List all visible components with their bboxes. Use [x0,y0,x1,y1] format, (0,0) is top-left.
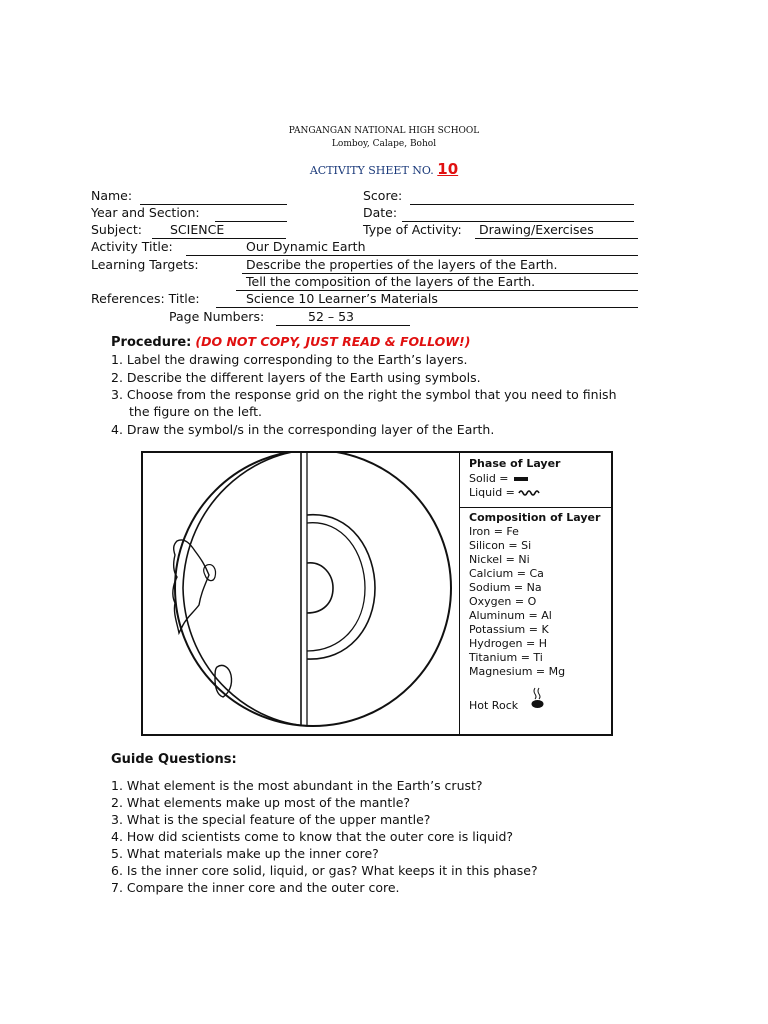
learning-target-1-field[interactable] [242,259,638,274]
guide-question: 7. Compare the inner core and the outer core. [111,880,400,895]
crust-cut-edge [183,453,313,726]
learning-target-2-field[interactable] [236,276,638,291]
inner-core-boundary [307,563,333,613]
response-grid [459,453,611,734]
outer-core-boundary-inner [307,523,365,651]
earth-cross-section-drawing [143,453,459,734]
year-section-field[interactable] [215,207,287,222]
activity-sheet-label: ACTIVITY SHEET NO. [309,164,434,177]
activity-sheet-number: 10 [437,160,459,178]
earth-crust-outline [175,453,451,726]
page-numbers-value: 52 – 53 [308,309,355,324]
activity-type-field[interactable] [475,224,638,239]
procedure-step: 2. Describe the different layers of the Earth using symbols. [111,370,481,385]
subject-label: Subject: [91,222,142,237]
composition-title: Composition of Layer [469,511,601,524]
element-item: Sodium = Na [469,581,542,594]
liquid-label: Liquid = [469,486,515,499]
learning-target-2: Tell the composition of the layers of the Earth. [246,274,536,289]
element-item: Hydrogen = H [469,637,547,650]
score-field[interactable] [410,190,634,205]
liquid-symbol-row [469,486,540,499]
activity-title-value: Our Dynamic Earth [246,239,366,254]
subject-value: SCIENCE [170,222,225,237]
name-label: Name: [91,188,133,203]
references-field[interactable] [216,293,638,308]
activity-sheet-heading [0,160,768,178]
procedure-step: 3. Choose from the response grid on the right the symbol that you need to finish [111,387,617,402]
activity-type-label: Type of Activity: [363,222,462,237]
phase-title: Phase of Layer [469,457,561,470]
procedure-warning: (DO NOT COPY, JUST READ & FOLLOW!) [195,334,471,349]
score-label: Score: [363,188,403,203]
element-item: Silicon = Si [469,539,532,552]
liquid-wave-icon [518,489,540,497]
date-field[interactable] [402,207,634,222]
activity-type-value: Drawing/Exercises [479,222,594,237]
references-label: References: Title: [91,291,200,306]
name-field[interactable] [140,190,287,205]
procedure-step: 4. Draw the symbol/s in the corresponding layer of the Earth. [111,422,495,437]
activity-title-field[interactable] [186,241,638,256]
guide-question: 5. What materials make up the inner core? [111,846,379,861]
element-item: Magnesium = Mg [469,665,566,678]
procedure-title: Procedure: [111,335,192,350]
hot-rock-label: Hot Rock [469,699,519,712]
element-item: Iron = Fe [469,525,519,538]
guide-question: 1. What element is the most abundant in the Earth’s crust? [111,778,483,793]
guide-question: 3. What is the special feature of the upper mantle? [111,812,431,827]
learning-targets-label: Learning Targets: [91,257,199,272]
activity-title-label: Activity Title: [91,239,173,254]
element-item: Aluminum = Al [469,609,552,622]
guide-question: 4. How did scientists come to know that the outer core is liquid? [111,829,514,844]
school-name: PANGANGAN NATIONAL HIGH SCHOOL [288,126,480,136]
year-section-label: Year and Section: [91,205,200,220]
page-numbers-field[interactable] [276,311,410,326]
procedure-step-continued: the figure on the left. [129,404,262,419]
element-item: Nickel = Ni [469,553,530,566]
school-address: Lomboy, Calape, Bohol [331,139,437,149]
solid-symbol-row [469,472,528,485]
hot-rock-row [469,699,518,712]
date-label: Date: [363,205,398,220]
solid-symbol-icon [514,477,528,481]
procedure-step: 1. Label the drawing corresponding to the Earth’s layers. [111,352,468,367]
element-item: Calcium = Ca [469,567,544,580]
guide-question: 2. What elements make up most of the mantle? [111,795,411,810]
hot-rock-icon [530,687,546,709]
guide-questions-title: Guide Questions: [111,752,237,767]
references-value: Science 10 Learner’s Materials [246,291,438,306]
element-item: Potassium = K [469,623,549,636]
page-numbers-label: Page Numbers: [169,309,265,324]
element-item: Titanium = Ti [469,651,543,664]
subject-field[interactable] [152,224,286,239]
procedure-heading [111,334,470,350]
legend-divider [460,507,611,508]
solid-label: Solid = [469,472,509,485]
learning-target-1: Describe the properties of the layers of the Earth. [246,257,558,272]
element-item: Oxygen = O [469,595,537,608]
guide-question: 6. Is the inner core solid, liquid, or gas? What keeps it in this phase? [111,863,538,878]
